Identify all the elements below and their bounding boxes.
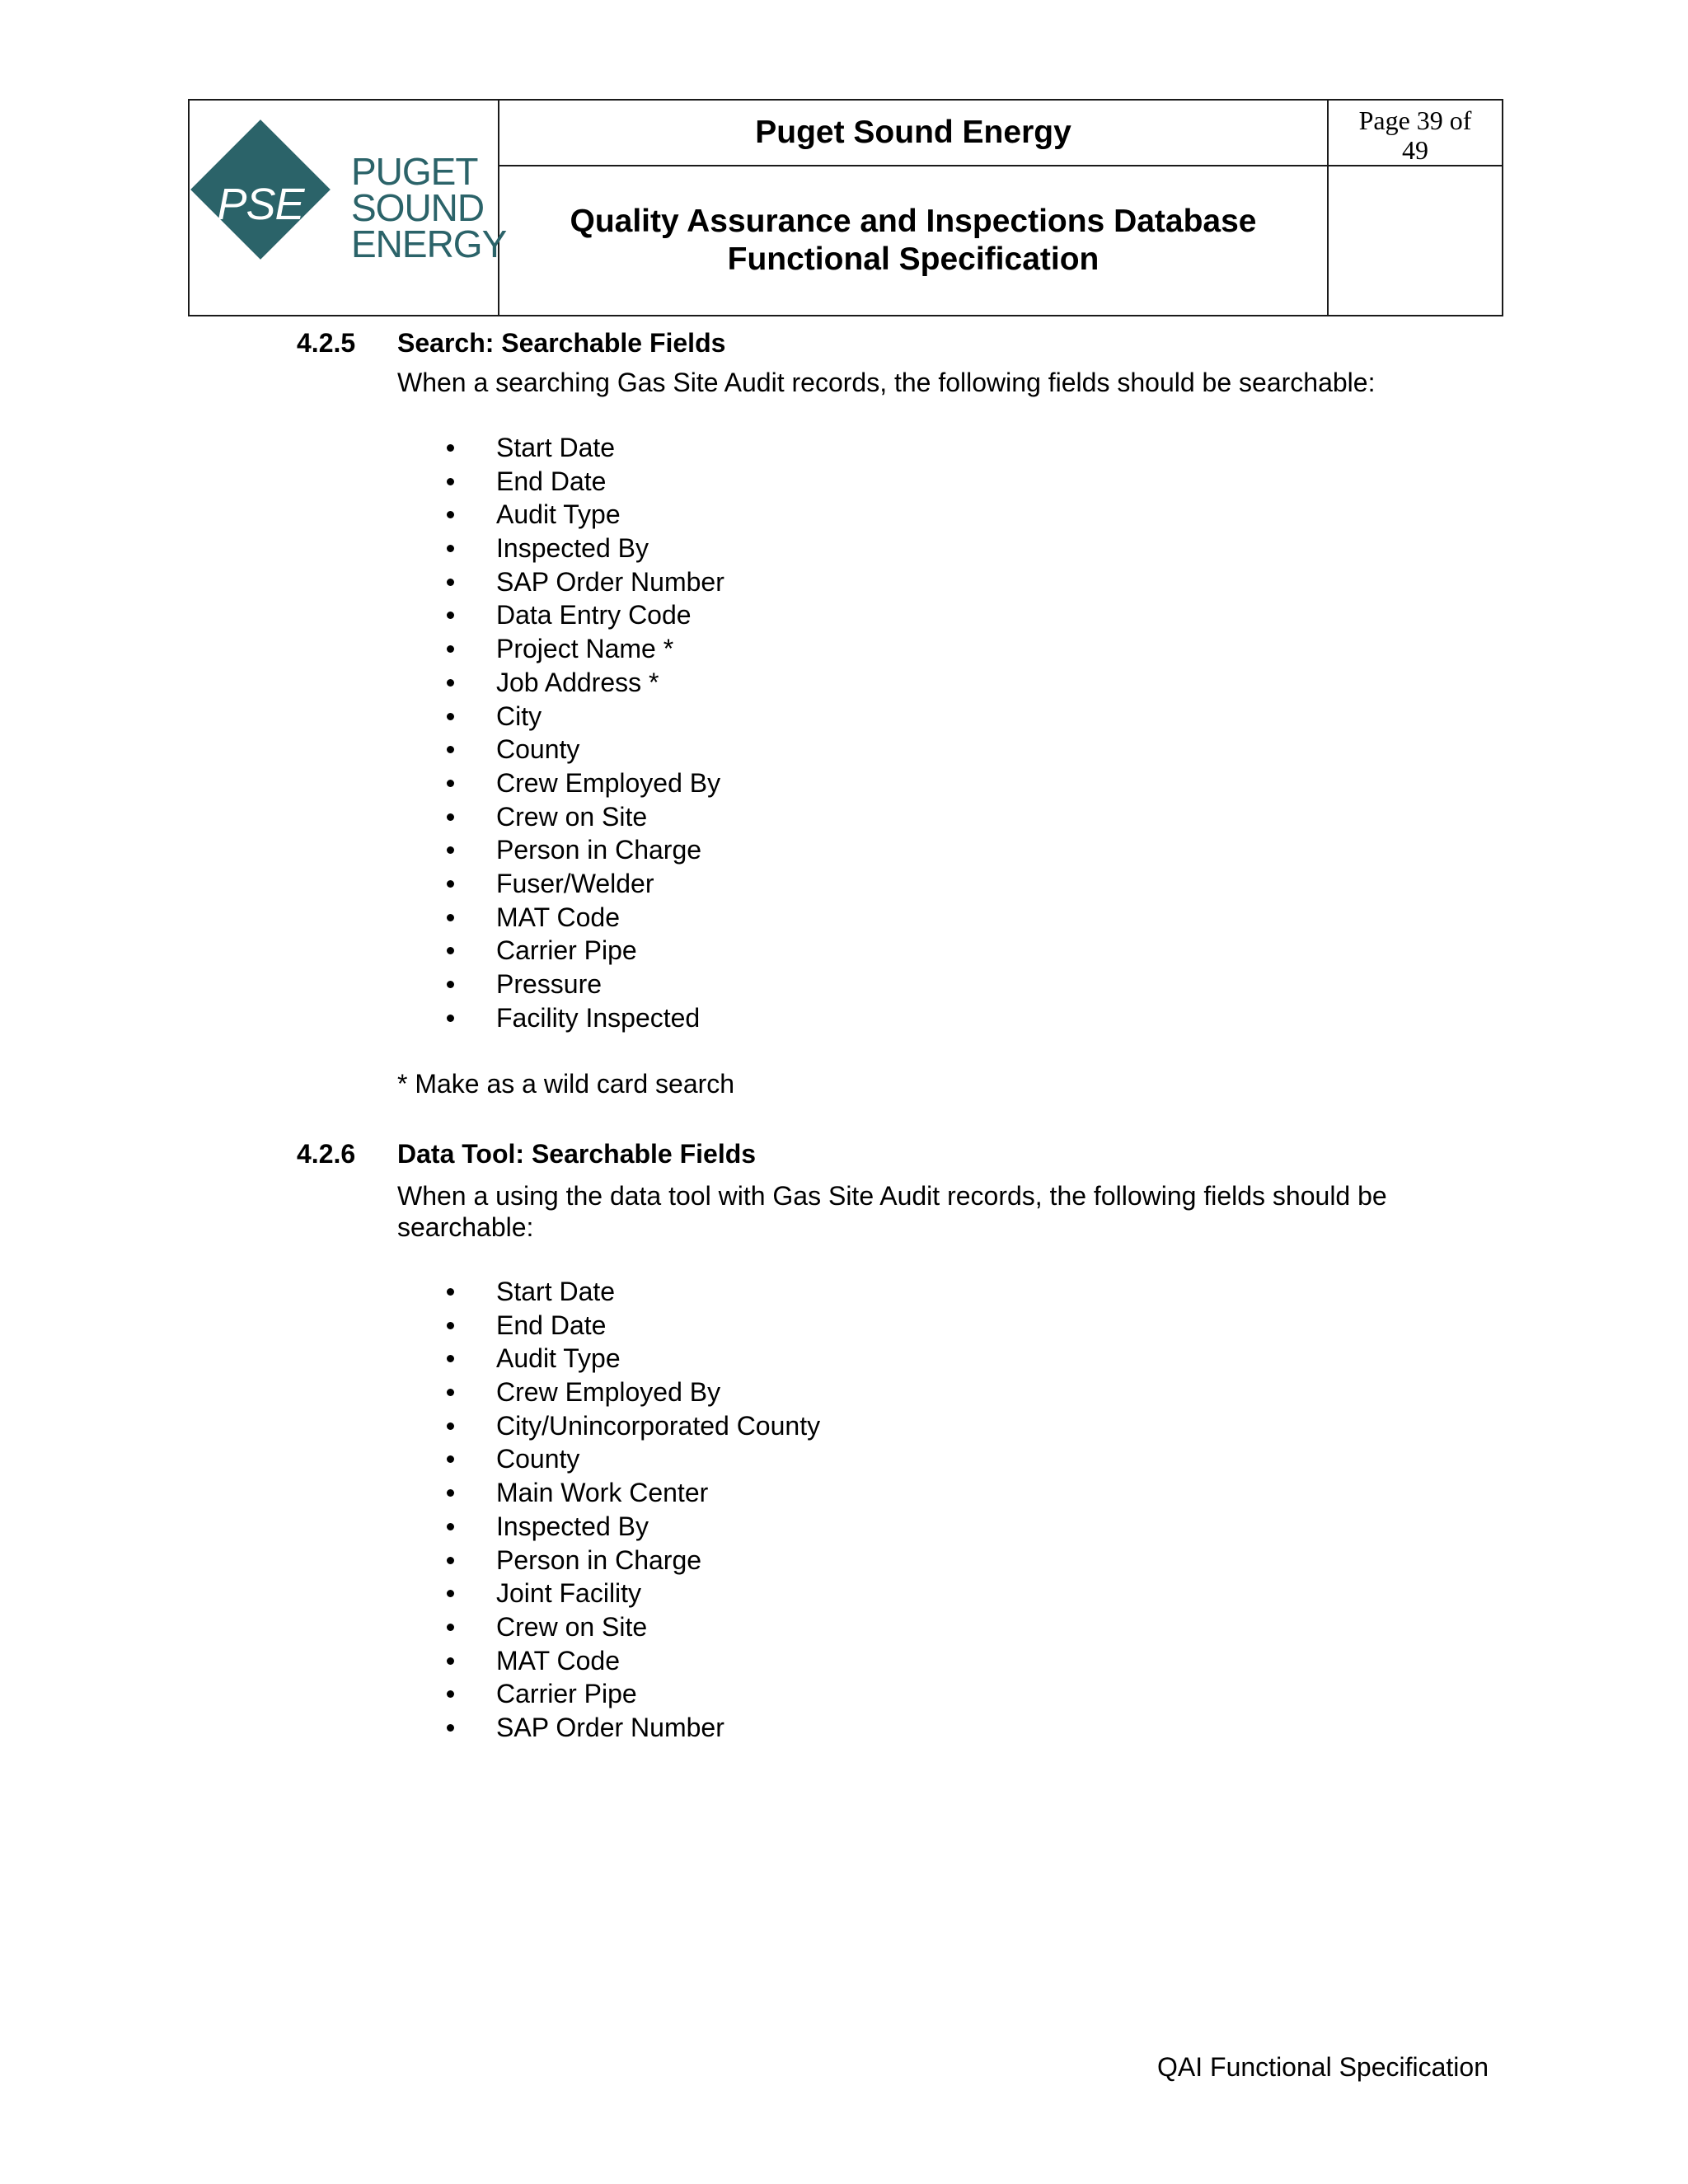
document-title: [499, 166, 1328, 316]
list-item: Project Name *: [397, 632, 724, 666]
page-number: [1328, 100, 1503, 166]
list-item: Crew Employed By: [397, 1376, 820, 1409]
list-item: Audit Type: [397, 498, 724, 532]
list-item: City: [397, 700, 724, 733]
wildcard-note: * Make as a wild card search: [397, 1069, 735, 1099]
list-item: Start Date: [397, 1275, 820, 1309]
section-title: Search: Searchable Fields: [397, 328, 726, 358]
page-number-line2: 49: [1402, 135, 1428, 165]
data-tool-fields-list: [397, 1275, 820, 1745]
list-item: Person in Charge: [397, 833, 724, 867]
section-intro: When a searching Gas Site Audit records, the following fields should be searchable:: [397, 368, 1376, 397]
list-item: Joint Facility: [397, 1577, 820, 1610]
list-item: Data Entry Code: [397, 598, 724, 632]
list-item: Job Address *: [397, 666, 724, 700]
list-item: County: [397, 1442, 820, 1476]
list-item: Main Work Center: [397, 1476, 820, 1510]
empty-cell: [1328, 166, 1503, 316]
section-number: 4.2.6: [297, 1139, 356, 1169]
searchable-fields-list: [397, 431, 724, 1034]
section-intro-line2: searchable:: [397, 1212, 534, 1242]
list-item: Carrier Pipe: [397, 934, 724, 968]
list-item: SAP Order Number: [397, 1711, 820, 1745]
list-item: Crew Employed By: [397, 766, 724, 800]
list-item: Fuser/Welder: [397, 867, 724, 901]
list-item: Pressure: [397, 968, 724, 1001]
page-footer: QAI Functional Specification: [1157, 2052, 1489, 2082]
list-item: End Date: [397, 1309, 820, 1343]
logo-word-energy: ENERGY: [351, 223, 507, 265]
logo-word-puget: PUGET: [351, 150, 478, 193]
section-number: 4.2.5: [297, 328, 356, 358]
list-item: Crew on Site: [397, 800, 724, 834]
list-item: Start Date: [397, 431, 724, 465]
list-item: Person in Charge: [397, 1544, 820, 1577]
list-item: SAP Order Number: [397, 565, 724, 599]
company-name: Puget Sound Energy: [499, 100, 1328, 166]
logo-cell: [189, 100, 507, 316]
list-item: MAT Code: [397, 901, 724, 935]
list-item: Audit Type: [397, 1342, 820, 1376]
list-item: Carrier Pipe: [397, 1677, 820, 1711]
list-item: MAT Code: [397, 1644, 820, 1678]
list-item: Facility Inspected: [397, 1001, 724, 1035]
document-header: [188, 99, 1503, 316]
list-item: Crew on Site: [397, 1610, 820, 1644]
document-title-line2: Functional Specification: [727, 241, 1100, 277]
page-number-line1: Page 39 of: [1358, 105, 1472, 135]
list-item: County: [397, 733, 724, 766]
document-title-line1: Quality Assurance and Inspections Database: [570, 204, 1257, 239]
pse-logo: [190, 101, 507, 314]
section-title: Data Tool: Searchable Fields: [397, 1139, 757, 1169]
logo-word-sound: SOUND: [351, 186, 485, 229]
logo-mark: PSE: [217, 180, 304, 229]
list-item: End Date: [397, 465, 724, 499]
list-item: Inspected By: [397, 1510, 820, 1544]
list-item: Inspected By: [397, 532, 724, 565]
section-intro-line1: When a using the data tool with Gas Site Audit records, the following fields should be: [397, 1181, 1387, 1211]
list-item: City/Unincorporated County: [397, 1409, 820, 1443]
